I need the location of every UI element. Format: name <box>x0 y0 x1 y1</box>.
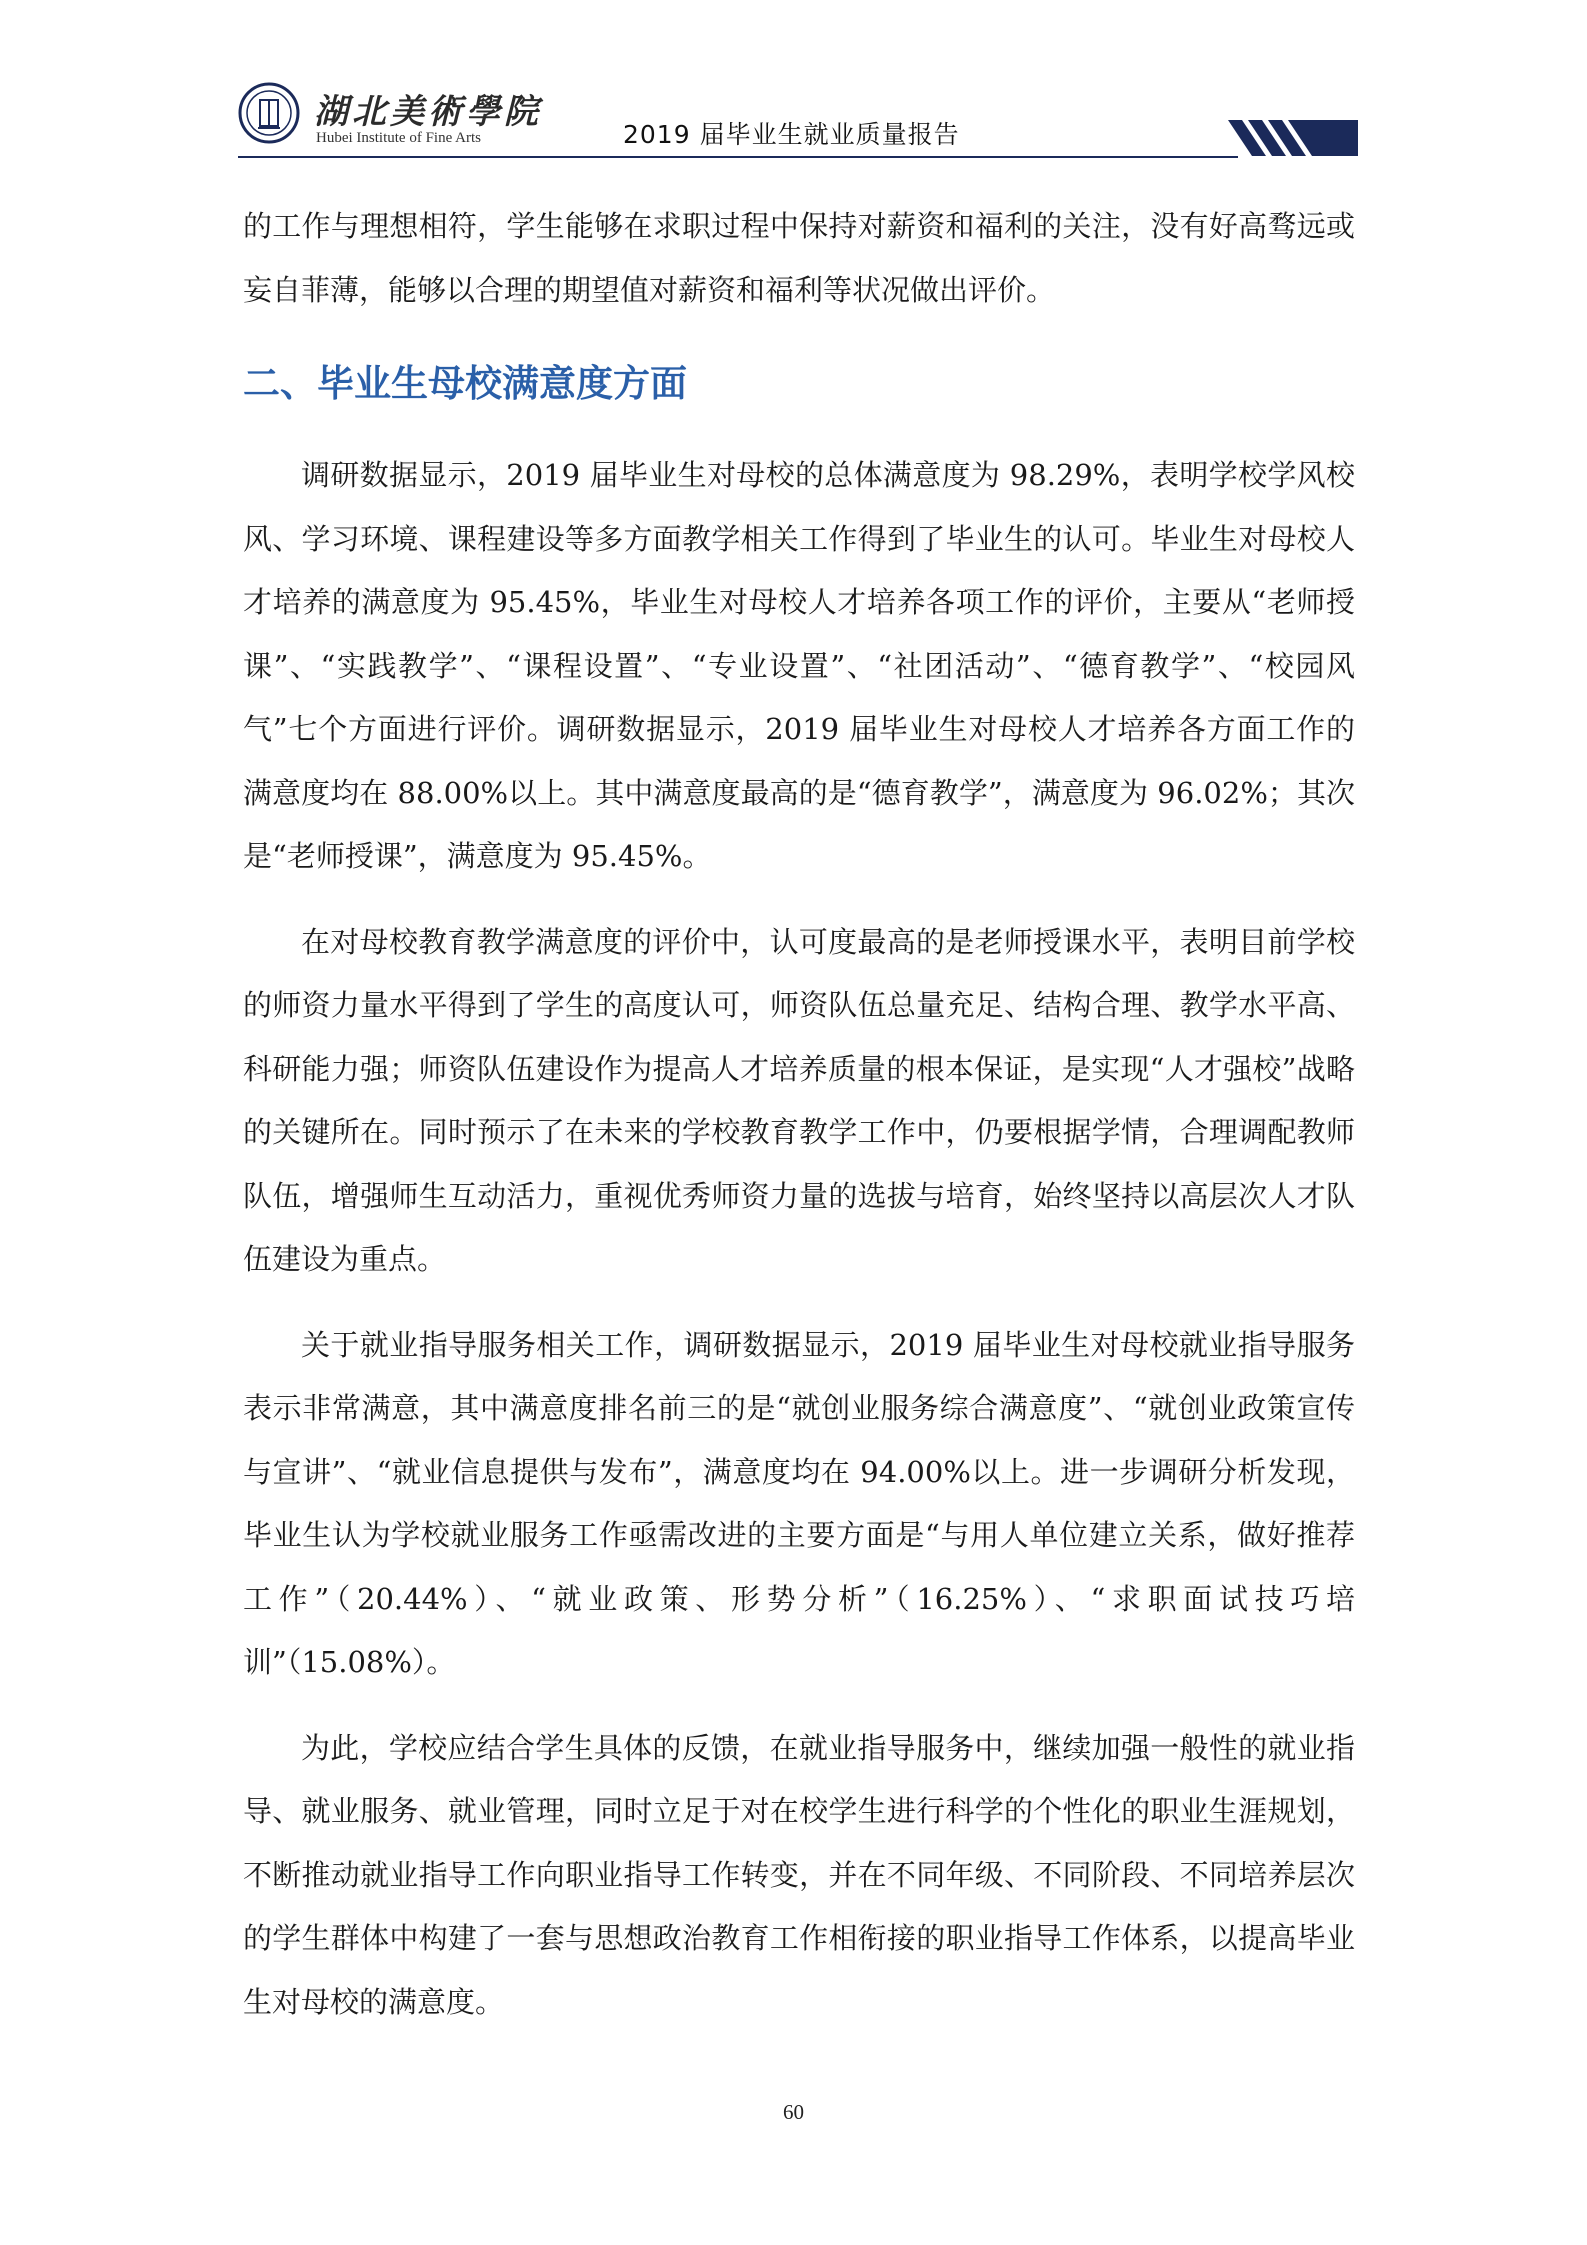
school-emblem-icon <box>238 82 300 144</box>
paragraph-employment-guidance: 关于就业指导服务相关工作，调研数据显示，2019 届毕业生对母校就业指导服务表示非常满意，其中满意度排名前三的是“就创业服务综合满意度”、“就创业政策宣传与宣讲”、“就业信息提供与发布”，满意度均在 94.00%以上。进一步调研分析发现，毕业生认为学校就业服务工作亟需改进的主要方面是“与用人单位建立关系，做好推荐工作”（20.44%）、“就业政策、形势分析”（16.25%）、“求职面试技巧培训”（15.08%）。 <box>243 1327 1355 1679</box>
report-title: 2019 届毕业生就业质量报告 <box>623 120 960 149</box>
page-number: 60 <box>783 2100 804 2124</box>
header-divider <box>238 156 1238 158</box>
logo-chinese-name: 湖北美術學院 <box>314 92 542 132</box>
section-heading: 二、毕业生母校满意度方面 <box>243 362 687 405</box>
page-header <box>238 70 1358 158</box>
header-stripes-decoration <box>1228 120 1358 158</box>
page-content <box>243 195 1355 2034</box>
paragraph-recommendations: 为此，学校应结合学生具体的反馈，在就业指导服务中，继续加强一般性的就业指导、就业服务、就业管理，同时立足于对在校学生进行科学的个性化的职业生涯规划，不断推动就业指导工作向职业指导工作转变，并在不同年级、不同阶段、不同培养层次的学生群体中构建了一套与思想政治教育工作相衔接的职业指导工作体系，以提高毕业生对母校的满意度。 <box>243 1730 1355 2019</box>
paragraph-satisfaction-overall: 调研数据显示，2019 届毕业生对母校的总体满意度为 98.29%，表明学校学风校风、学习环境、课程建设等多方面教学相关工作得到了毕业生的认可。毕业生对母校人才培养的满意度为 95.45%，毕业生对母校人才培养各项工作的评价，主要从“老师授课”、“实践教学”、“课程设置”、“专业设置”、“社团活动”、“德育教学”、“校园风气”七个方面进行评价。调研数据显示，2019 届毕业生对母校人才培养各方面工作的满意度均在 88.00%以上。其中满意度最高的是“德育教学”，满意度为 96.02%；其次是“老师授课”，满意度为 95.45%。 <box>243 458 1355 873</box>
paragraph-teaching-evaluation: 在对母校教育教学满意度的评价中，认可度最高的是老师授课水平，表明目前学校的师资力量水平得到了学生的高度认可，师资队伍总量充足、结构合理、教学水平高、科研能力强；师资队伍建设作为提高人才培养质量的根本保证，是实现“人才强校”战略的关键所在。同时预示了在未来的学校教育教学工作中，仍要根据学情，合理调配教师队伍，增强师生互动活力，重视优秀师资力量的选拔与培育，始终坚持以高层次人才队伍建设为重点。 <box>243 924 1355 1276</box>
logo-english-name: Hubei Institute of Fine Arts <box>316 130 481 146</box>
paragraph-continued: 的工作与理想相符，学生能够在求职过程中保持对薪资和福利的关注，没有好高骛远或妄自菲薄，能够以合理的期望值对薪资和福利等状况做出评价。 <box>243 209 1355 307</box>
school-logo <box>238 82 638 154</box>
